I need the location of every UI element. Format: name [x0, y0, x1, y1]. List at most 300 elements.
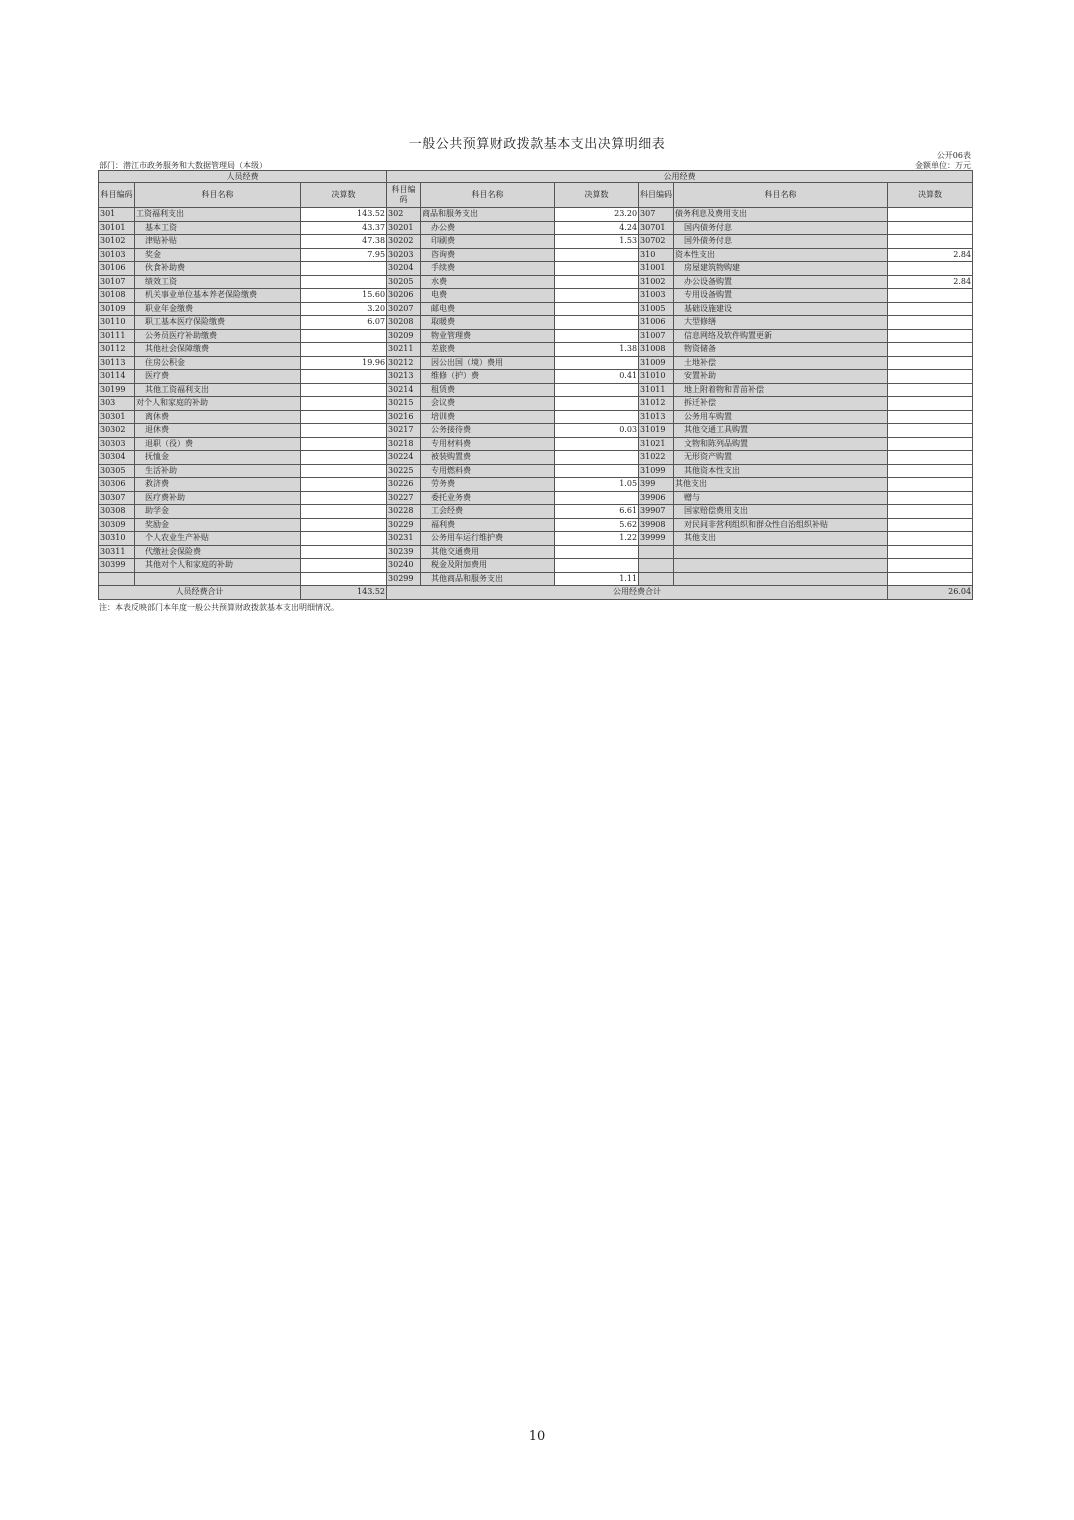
cell-amount: 6.61	[555, 505, 639, 519]
cell-name: 伙食补助费	[135, 262, 301, 276]
cell-amount	[888, 383, 973, 397]
page-number: 10	[528, 1429, 546, 1444]
header-amount: 决算数	[301, 183, 387, 208]
cell-code: 30308	[99, 505, 135, 519]
cell-amount	[888, 262, 973, 276]
cell-name: 公务用车购置	[674, 410, 888, 424]
cell-code: 31013	[639, 410, 674, 424]
cell-code: 30108	[99, 289, 135, 303]
cell-code	[99, 572, 135, 586]
header-name: 科目名称	[135, 183, 301, 208]
table-row	[99, 289, 973, 303]
table-row	[99, 424, 973, 438]
cell-amount	[888, 451, 973, 465]
cell-code: 30101	[99, 221, 135, 235]
cell-code: 31009	[639, 356, 674, 370]
table-row	[99, 343, 973, 357]
cell-code: 30229	[387, 518, 421, 532]
cell-name: 公务员医疗补助缴费	[135, 329, 301, 343]
cell-name: 大型修缮	[674, 316, 888, 330]
cell-amount	[888, 370, 973, 384]
cell-code: 30225	[387, 464, 421, 478]
cell-name: 救济费	[135, 478, 301, 492]
cell-code: 303	[99, 397, 135, 411]
table-row	[99, 235, 973, 249]
table-row	[99, 329, 973, 343]
cell-name: 工会经费	[421, 505, 555, 519]
cell-name: 被装购置费	[421, 451, 555, 465]
cell-amount: 2.84	[888, 248, 973, 262]
cell-code: 302	[387, 208, 421, 222]
totals-row	[99, 586, 973, 600]
cell-amount	[301, 532, 387, 546]
cell-name: 其他资本性支出	[674, 464, 888, 478]
cell-code: 30226	[387, 478, 421, 492]
cell-amount	[301, 451, 387, 465]
cell-code: 30109	[99, 302, 135, 316]
cell-amount	[301, 397, 387, 411]
cell-amount: 1.53	[555, 235, 639, 249]
cell-name: 生活补助	[135, 464, 301, 478]
cell-name: 手续费	[421, 262, 555, 276]
cell-amount	[301, 370, 387, 384]
cell-name: 奖金	[135, 248, 301, 262]
cell-name: 公务用车运行维护费	[421, 532, 555, 546]
cell-amount	[888, 464, 973, 478]
table-row	[99, 410, 973, 424]
cell-code: 31006	[639, 316, 674, 330]
cell-code: 30107	[99, 275, 135, 289]
cell-amount	[888, 532, 973, 546]
cell-amount: 143.52	[301, 208, 387, 222]
table-row	[99, 370, 973, 384]
cell-code: 301	[99, 208, 135, 222]
cell-code: 30301	[99, 410, 135, 424]
cell-amount	[888, 343, 973, 357]
cell-name: 其他支出	[674, 532, 888, 546]
cell-name: 水费	[421, 275, 555, 289]
cell-amount	[301, 505, 387, 519]
cell-amount	[301, 329, 387, 343]
expenditure-table	[98, 170, 973, 600]
cell-code: 30114	[99, 370, 135, 384]
cell-name	[674, 545, 888, 559]
cell-name: 专用材料费	[421, 437, 555, 451]
cell-amount: 3.20	[301, 302, 387, 316]
cell-amount	[301, 383, 387, 397]
cell-amount	[888, 356, 973, 370]
cell-amount	[888, 329, 973, 343]
table-row	[99, 572, 973, 586]
cell-code: 30215	[387, 397, 421, 411]
cell-name: 文物和陈列品购置	[674, 437, 888, 451]
cell-name	[674, 572, 888, 586]
cell-amount: 15.60	[301, 289, 387, 303]
cell-code: 30110	[99, 316, 135, 330]
cell-code: 30218	[387, 437, 421, 451]
cell-amount	[888, 424, 973, 438]
cell-name: 会议费	[421, 397, 555, 411]
cell-code: 30212	[387, 356, 421, 370]
cell-amount	[555, 383, 639, 397]
cell-code: 30206	[387, 289, 421, 303]
cell-name: 拆迁补偿	[674, 397, 888, 411]
header-amount: 决算数	[555, 183, 639, 208]
cell-name: 税金及附加费用	[421, 559, 555, 573]
form-code: 公开06表	[936, 151, 971, 160]
cell-code: 31022	[639, 451, 674, 465]
cell-name: 咨询费	[421, 248, 555, 262]
cell-code: 30304	[99, 451, 135, 465]
cell-name: 债务利息及费用支出	[674, 208, 888, 222]
cell-name: 医疗费	[135, 370, 301, 384]
cell-code: 30224	[387, 451, 421, 465]
cell-amount: 0.03	[555, 424, 639, 438]
personnel-total-value: 143.52	[301, 586, 387, 600]
cell-amount	[888, 478, 973, 492]
cell-code: 30217	[387, 424, 421, 438]
cell-code: 30209	[387, 329, 421, 343]
cell-code: 30216	[387, 410, 421, 424]
cell-amount: 1.05	[555, 478, 639, 492]
cell-name: 赠与	[674, 491, 888, 505]
cell-name: 津贴补贴	[135, 235, 301, 249]
page-title: 一般公共预算财政拨款基本支出决算明细表	[408, 137, 666, 152]
cell-amount	[888, 397, 973, 411]
cell-amount	[888, 491, 973, 505]
cell-name: 办公设备购置	[674, 275, 888, 289]
cell-amount: 43.37	[301, 221, 387, 235]
cell-name: 物资储备	[674, 343, 888, 357]
cell-amount	[555, 559, 639, 573]
cell-code: 30309	[99, 518, 135, 532]
cell-code: 30207	[387, 302, 421, 316]
cell-code: 31010	[639, 370, 674, 384]
cell-amount	[888, 559, 973, 573]
cell-code: 31003	[639, 289, 674, 303]
cell-amount	[888, 302, 973, 316]
cell-code: 30199	[99, 383, 135, 397]
cell-code: 30213	[387, 370, 421, 384]
cell-code: 30202	[387, 235, 421, 249]
cell-code: 30305	[99, 464, 135, 478]
cell-code: 31011	[639, 383, 674, 397]
cell-amount	[555, 262, 639, 276]
cell-name: 差旅费	[421, 343, 555, 357]
cell-code: 31012	[639, 397, 674, 411]
cell-code: 30303	[99, 437, 135, 451]
cell-amount: 19.96	[301, 356, 387, 370]
cell-name: 基础设施建设	[674, 302, 888, 316]
cell-name: 资本性支出	[674, 248, 888, 262]
header-name: 科目名称	[421, 183, 555, 208]
cell-amount	[555, 491, 639, 505]
cell-code: 31021	[639, 437, 674, 451]
cell-code: 39999	[639, 532, 674, 546]
cell-code: 30307	[99, 491, 135, 505]
cell-code: 31005	[639, 302, 674, 316]
table-row	[99, 437, 973, 451]
cell-name: 退休费	[135, 424, 301, 438]
cell-name: 维修（护）费	[421, 370, 555, 384]
cell-code: 30113	[99, 356, 135, 370]
cell-amount: 47.38	[301, 235, 387, 249]
cell-code: 30240	[387, 559, 421, 573]
cell-name: 退职（役）费	[135, 437, 301, 451]
cell-code: 39907	[639, 505, 674, 519]
cell-amount	[301, 464, 387, 478]
cell-amount	[888, 545, 973, 559]
cell-name: 专用燃料费	[421, 464, 555, 478]
cell-code: 30214	[387, 383, 421, 397]
cell-amount	[301, 572, 387, 586]
table-note: 注：本表反映部门本年度一般公共预算财政拨款基本支出明细情况。	[99, 603, 339, 612]
table-row	[99, 451, 973, 465]
table-row	[99, 559, 973, 573]
cell-amount	[555, 464, 639, 478]
table-row	[99, 262, 973, 276]
cell-name: 国外债务付息	[674, 235, 888, 249]
unit-label: 金额单位：万元	[915, 161, 971, 170]
cell-amount: 6.07	[301, 316, 387, 330]
cell-amount	[888, 437, 973, 451]
cell-name: 办公费	[421, 221, 555, 235]
cell-amount	[301, 424, 387, 438]
cell-code: 39908	[639, 518, 674, 532]
cell-code: 30310	[99, 532, 135, 546]
cell-amount	[301, 545, 387, 559]
section-header-row	[99, 171, 973, 183]
header-code: 科目编码	[387, 183, 421, 208]
cell-code: 30239	[387, 545, 421, 559]
table-row	[99, 356, 973, 370]
cell-name: 其他社会保障缴费	[135, 343, 301, 357]
cell-code	[639, 559, 674, 573]
cell-amount: 5.62	[555, 518, 639, 532]
cell-code: 30106	[99, 262, 135, 276]
cell-amount: 1.38	[555, 343, 639, 357]
cell-amount	[555, 397, 639, 411]
cell-name: 地上附着物和青苗补偿	[674, 383, 888, 397]
cell-name: 其他商品和服务支出	[421, 572, 555, 586]
table-row	[99, 248, 973, 262]
cell-amount	[888, 221, 973, 235]
cell-amount	[888, 235, 973, 249]
cell-code: 310	[639, 248, 674, 262]
table-row	[99, 505, 973, 519]
cell-name: 代缴社会保险费	[135, 545, 301, 559]
cell-name: 奖励金	[135, 518, 301, 532]
table-row	[99, 208, 973, 222]
cell-code: 30227	[387, 491, 421, 505]
header-amount: 决算数	[888, 183, 973, 208]
cell-amount	[888, 410, 973, 424]
cell-amount	[555, 302, 639, 316]
cell-code: 30205	[387, 275, 421, 289]
table-row	[99, 478, 973, 492]
cell-name: 机关事业单位基本养老保险缴费	[135, 289, 301, 303]
cell-amount	[301, 437, 387, 451]
cell-name: 公务接待费	[421, 424, 555, 438]
cell-name: 租赁费	[421, 383, 555, 397]
cell-name: 无形资产购置	[674, 451, 888, 465]
cell-name: 土地补偿	[674, 356, 888, 370]
cell-code: 399	[639, 478, 674, 492]
cell-name: 安置补助	[674, 370, 888, 384]
cell-code: 30702	[639, 235, 674, 249]
cell-amount	[888, 208, 973, 222]
cell-name: 离休费	[135, 410, 301, 424]
cell-amount	[301, 410, 387, 424]
cell-code: 31099	[639, 464, 674, 478]
cell-code: 30102	[99, 235, 135, 249]
cell-code	[639, 545, 674, 559]
cell-amount	[555, 329, 639, 343]
cell-code: 30208	[387, 316, 421, 330]
cell-code: 30111	[99, 329, 135, 343]
header-code: 科目编码	[639, 183, 674, 208]
table-row	[99, 464, 973, 478]
table-row	[99, 275, 973, 289]
cell-code: 30311	[99, 545, 135, 559]
cell-code: 30228	[387, 505, 421, 519]
cell-amount	[555, 275, 639, 289]
cell-code: 31019	[639, 424, 674, 438]
cell-name: 物业管理费	[421, 329, 555, 343]
cell-name: 个人农业生产补贴	[135, 532, 301, 546]
cell-name: 取暖费	[421, 316, 555, 330]
cell-name: 培训费	[421, 410, 555, 424]
cell-code: 30306	[99, 478, 135, 492]
cell-amount: 2.84	[888, 275, 973, 289]
cell-name: 医疗费补助	[135, 491, 301, 505]
cell-code: 30203	[387, 248, 421, 262]
department-label: 部门：潜江市政务服务和大数据管理局（本级）	[99, 161, 267, 170]
cell-name: 福利费	[421, 518, 555, 532]
cell-code: 39906	[639, 491, 674, 505]
cell-code: 30399	[99, 559, 135, 573]
cell-name: 住房公积金	[135, 356, 301, 370]
cell-name: 绩效工资	[135, 275, 301, 289]
cell-code: 30302	[99, 424, 135, 438]
section-personnel: 人员经费	[99, 171, 387, 183]
cell-code: 30299	[387, 572, 421, 586]
cell-amount	[888, 505, 973, 519]
cell-amount	[555, 248, 639, 262]
cell-amount	[888, 316, 973, 330]
public-total-label: 公用经费合计	[387, 586, 888, 600]
personnel-total-label: 人员经费合计	[99, 586, 301, 600]
cell-name: 其他对个人和家庭的补助	[135, 559, 301, 573]
cell-amount	[555, 316, 639, 330]
cell-name: 职工基本医疗保险缴费	[135, 316, 301, 330]
cell-amount: 1.11	[555, 572, 639, 586]
table-row	[99, 397, 973, 411]
cell-name: 劳务费	[421, 478, 555, 492]
cell-name: 信息网络及软件购置更新	[674, 329, 888, 343]
cell-name: 委托业务费	[421, 491, 555, 505]
cell-code: 307	[639, 208, 674, 222]
cell-amount	[555, 356, 639, 370]
cell-name: 邮电费	[421, 302, 555, 316]
cell-code: 30231	[387, 532, 421, 546]
cell-code: 30211	[387, 343, 421, 357]
table-row	[99, 545, 973, 559]
table-row	[99, 316, 973, 330]
cell-amount	[555, 289, 639, 303]
table-row	[99, 383, 973, 397]
cell-amount	[301, 478, 387, 492]
column-header-row	[99, 183, 973, 208]
cell-name: 其他交通工具购置	[674, 424, 888, 438]
cell-name: 专用设备购置	[674, 289, 888, 303]
cell-code: 30201	[387, 221, 421, 235]
cell-name: 其他工资福利支出	[135, 383, 301, 397]
cell-amount	[888, 289, 973, 303]
cell-code: 30112	[99, 343, 135, 357]
cell-amount	[301, 491, 387, 505]
cell-amount	[301, 518, 387, 532]
cell-code	[639, 572, 674, 586]
cell-amount: 7.95	[301, 248, 387, 262]
cell-name	[674, 559, 888, 573]
cell-code: 31007	[639, 329, 674, 343]
header-code: 科目编码	[99, 183, 135, 208]
cell-name: 商品和服务支出	[421, 208, 555, 222]
cell-name: 工资福利支出	[135, 208, 301, 222]
cell-code: 31002	[639, 275, 674, 289]
cell-amount	[555, 451, 639, 465]
cell-name: 其他交通费用	[421, 545, 555, 559]
cell-amount	[888, 572, 973, 586]
cell-code: 30204	[387, 262, 421, 276]
cell-amount: 0.41	[555, 370, 639, 384]
cell-name: 印刷费	[421, 235, 555, 249]
header-name: 科目名称	[674, 183, 888, 208]
cell-amount: 1.22	[555, 532, 639, 546]
public-total-value: 26.04	[888, 586, 973, 600]
cell-name: 国家赔偿费用支出	[674, 505, 888, 519]
cell-amount	[555, 410, 639, 424]
table-row	[99, 302, 973, 316]
cell-name: 因公出国（境）费用	[421, 356, 555, 370]
table-row	[99, 518, 973, 532]
cell-name: 抚恤金	[135, 451, 301, 465]
cell-name: 对个人和家庭的补助	[135, 397, 301, 411]
cell-name: 房屋建筑物购建	[674, 262, 888, 276]
cell-amount	[301, 262, 387, 276]
cell-amount: 23.20	[555, 208, 639, 222]
cell-name: 国内债务付息	[674, 221, 888, 235]
cell-amount	[555, 437, 639, 451]
cell-amount	[301, 343, 387, 357]
cell-code: 30701	[639, 221, 674, 235]
cell-amount	[301, 275, 387, 289]
cell-name: 对民间非营利组织和群众性自治组织补贴	[674, 518, 888, 532]
section-public: 公用经费	[387, 171, 973, 183]
table-row	[99, 491, 973, 505]
cell-code: 30103	[99, 248, 135, 262]
table-row	[99, 221, 973, 235]
cell-name: 职业年金缴费	[135, 302, 301, 316]
cell-name: 基本工资	[135, 221, 301, 235]
cell-amount	[301, 559, 387, 573]
cell-amount	[555, 545, 639, 559]
cell-code: 31008	[639, 343, 674, 357]
cell-amount: 4.24	[555, 221, 639, 235]
cell-amount	[888, 518, 973, 532]
cell-name	[135, 572, 301, 586]
